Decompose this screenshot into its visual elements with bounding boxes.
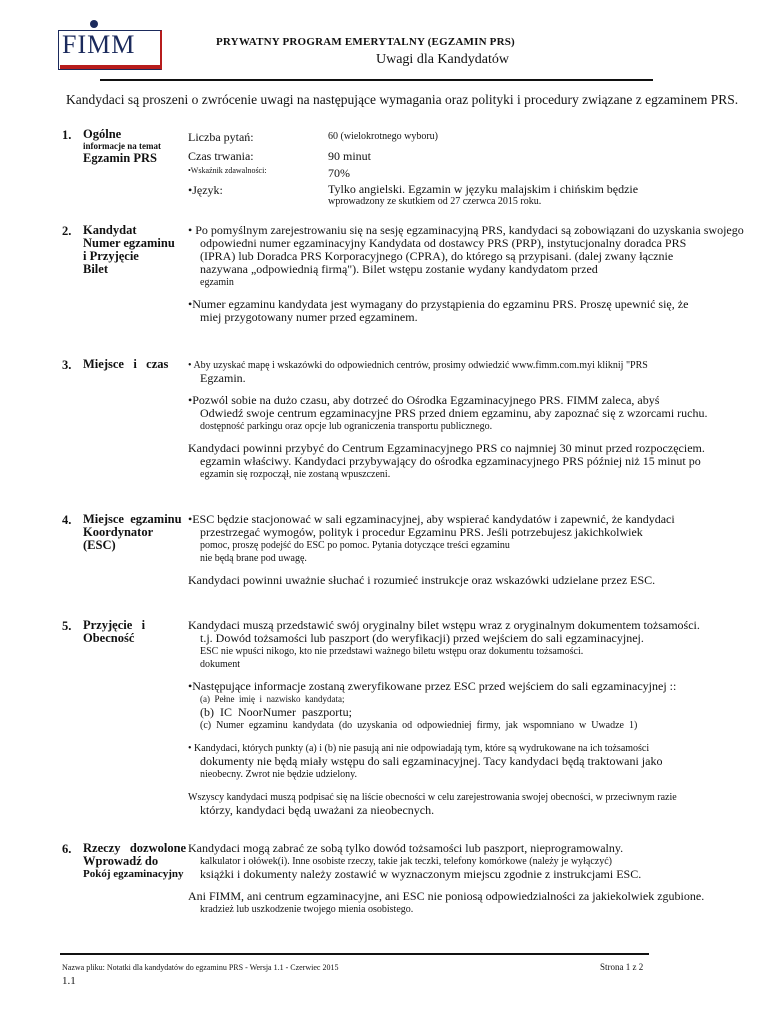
question-count-value: 60 (wielokrotnego wyboru) bbox=[328, 131, 438, 142]
paragraph-line: ESC nie wpuści nikogo, kto nie przedstawi ważnego biletu wstępu oraz dokumentu tożsamości. bbox=[200, 646, 584, 657]
section-title-line: Pokój egzaminacyjny bbox=[83, 868, 184, 880]
paragraph-line: kalkulator i ołówek(i). Inne osobiste rzeczy, takie jak teczki, telefony komórkowe (należy je wyłączyć) bbox=[200, 856, 612, 867]
list-item: (a) Pełne imię i nazwisko kandydata; bbox=[200, 694, 345, 704]
section-title-line: Koordynator (ESC) bbox=[83, 525, 153, 552]
language-value-note: wprowadzony ze skutkiem od 27 czerwca 2015 roku. bbox=[328, 196, 542, 207]
section-title-line: Przyjęcie i bbox=[83, 618, 146, 632]
paragraph-line: kradzież lub uszkodzenie twojego mienia osobistego. bbox=[200, 904, 414, 915]
paragraph-line: Kandydaci mogą zabrać ze sobą tylko dowód tożsamości lub paszport, nieprogramowalny. bbox=[188, 841, 624, 855]
paragraph-line: miej przygotowany numer przed egzaminem. bbox=[200, 310, 418, 324]
paragraph-line: książki i dokumenty należy zostawić w wyznaczonym miejscu zgodnie z instrukcjami ESC. bbox=[200, 867, 642, 881]
paragraph-line: nie będą brane pod uwagę. bbox=[200, 553, 307, 564]
paragraph-line: Ani FIMM, ani centrum egzaminacyjne, ani ESC nie poniosą odpowiedzialności za jakiekolwiek zgubione. bbox=[188, 889, 705, 903]
paragraph-line: egzamin się rozpoczął, nie zostaną wpuszczeni. bbox=[200, 469, 391, 480]
section-title: Miejsce i czas bbox=[83, 357, 169, 371]
pass-rate-label: •Wskaźnik zdawalności: bbox=[188, 166, 267, 175]
section-title-line: informacje na temat bbox=[83, 141, 161, 151]
paragraph-line: • Po pomyślnym zarejestrowaniu się na sesję egzaminacyjną PRS, kandydaci są zobowiązani do uzyskania swojego bbox=[188, 223, 744, 237]
paragraph-line: (IPRA) lub Doradca PRS Korporacyjnego (CPRA), do którego są przypisani. (dalej zwany łącznie bbox=[200, 249, 674, 263]
list-item: (c) Numer egzaminu kandydata (do uzyskania od odpowiedniej firmy, jak wspomniano w Uwadze 1) bbox=[200, 720, 638, 731]
section-title-line: Obecność bbox=[83, 631, 135, 645]
paragraph-line: Kandydaci powinni przybyć do Centrum Egzaminacyjnego PRS co najmniej 30 minut przed rozpoczęciem. bbox=[188, 441, 705, 455]
footer-version: 1.1 bbox=[62, 975, 76, 987]
paragraph-line: odpowiedni numer egzaminacyjny Kandydata od dostawcy PRS (PRP), instytucjonalny doradca PRS bbox=[200, 236, 687, 250]
paragraph-line: nieobecny. Zwrot nie będzie udzielony. bbox=[200, 769, 357, 780]
section-number: 6. bbox=[62, 842, 72, 856]
section-number: 1. bbox=[62, 128, 72, 142]
paragraph-line: •Następujące informacje zostaną zweryfikowane przez ESC przed wejściem do sali egzaminacyjnej :: bbox=[188, 679, 677, 693]
paragraph-line: Egzamin. bbox=[200, 371, 246, 385]
duration-value: 90 minut bbox=[328, 149, 372, 163]
section-body bbox=[188, 513, 744, 596]
question-count-label: Liczba pytań: bbox=[188, 130, 254, 144]
paragraph-line: •Pozwól sobie na dużo czasu, aby dotrzeć do Ośrodka Egzaminacyjnego PRS. FIMM zaleca, abyś bbox=[188, 393, 660, 407]
section-title-line: Bilet bbox=[83, 262, 108, 276]
footer-page-number: Strona 1 z 2 bbox=[600, 962, 644, 972]
pass-rate-value: 70% bbox=[328, 166, 350, 180]
footer-filename: Nazwa pliku: Notatki dla kandydatów do egzaminu PRS - Wersja 1.1 - Czerwiec 2015 bbox=[62, 963, 339, 972]
paragraph-line: Kandydaci muszą przedstawić swój oryginalny bilet wstępu wraz z oryginalnym dokumentem tożsamości. bbox=[188, 618, 700, 632]
section-number: 5. bbox=[62, 619, 72, 633]
section-title bbox=[83, 842, 187, 881]
paragraph-line: Kandydaci powinni uważnie słuchać i rozumieć instrukcje oraz wskazówki udzielane przez ESC. bbox=[188, 573, 656, 587]
section-title-line: Miejsce egzaminu bbox=[83, 512, 182, 526]
header-divider bbox=[100, 79, 653, 81]
section-title bbox=[83, 128, 183, 165]
document-subtitle: Uwagi dla Kandydatów bbox=[376, 52, 509, 67]
section-title bbox=[83, 513, 187, 552]
paragraph-line: • Kandydaci, których punkty (a) i (b) nie pasują ani nie odpowiadają tym, które są wydrukowane na ich tożsamości bbox=[188, 743, 650, 754]
paragraph-line: Odwiedź swoje centrum egzaminacyjne PRS przed dniem egzaminu, aby zapoznać się z wzorcami ruchu. bbox=[200, 406, 708, 420]
paragraph-line: Wszyscy kandydaci muszą podpisać się na liście obecności w celu zarejestrowania swojej obecności, w przeciwnym razie bbox=[188, 792, 677, 803]
paragraph-line: dostępność parkingu oraz opcje lub ograniczenia transportu publicznego. bbox=[200, 421, 493, 432]
logo-dot bbox=[90, 20, 98, 28]
section-body bbox=[188, 358, 744, 490]
section-title-line: i Przyjęcie bbox=[83, 249, 139, 263]
paragraph-line: egzamin bbox=[200, 277, 234, 288]
section-title-line: Rzeczy dozwolone bbox=[83, 841, 187, 855]
paragraph-line: pomoc, proszę podejść do ESC po pomoc. Pytania dotyczące treści egzaminu bbox=[200, 540, 510, 551]
section-title bbox=[83, 619, 183, 645]
section-title-line: Ogólne bbox=[83, 127, 122, 141]
paragraph-line: t.j. Dowód tożsamości lub paszport (do weryfikacji) przed wejściem do sali egzaminacyjnej. bbox=[200, 631, 644, 645]
language-label: •Język: bbox=[188, 183, 223, 197]
language-value: Tylko angielski. Egzamin w języku malajskim i chińskim będzie bbox=[328, 182, 639, 196]
paragraph-line: którzy, kandydaci będą uważani za nieobecnych. bbox=[200, 803, 435, 817]
document-title: PRYWATNY PROGRAM EMERYTALNY (EGZAMIN PRS) bbox=[216, 36, 515, 48]
paragraph-line: dokument bbox=[200, 659, 240, 670]
paragraph-line: • Aby uzyskać mapę i wskazówki do odpowiednich centrów, prosimy odwiedzić www.fimm.com.myi kliknij "PRS bbox=[188, 360, 648, 371]
section-title-line: Numer egzaminu bbox=[83, 236, 175, 250]
fimm-logo bbox=[58, 20, 166, 72]
section-number: 2. bbox=[62, 224, 72, 238]
section-title bbox=[83, 224, 183, 276]
section-title-line: Kandydat bbox=[83, 223, 137, 237]
section-number: 3. bbox=[62, 358, 72, 372]
intro-text: Kandydaci są proszeni o zwrócenie uwagi na następujące wymagania oraz polityki i procedury związane z egzaminem PRS. bbox=[66, 92, 739, 107]
section-title-line: Egzamin PRS bbox=[83, 151, 157, 165]
paragraph-line: egzamin właściwy. Kandydaci przybywający do ośrodka egzaminacyjnego PRS później niż 15 minut po bbox=[200, 454, 701, 468]
paragraph-line: nazywana „odpowiednią firmą"). Bilet wstępu zostanie wydany kandydatom przed bbox=[200, 262, 598, 276]
duration-label: Czas trwania: bbox=[188, 149, 254, 163]
logo-text: FIMM bbox=[62, 30, 136, 59]
logo-tagline-bar bbox=[60, 65, 160, 69]
paragraph-line: •Numer egzaminu kandydata jest wymagany do przystąpienia do egzaminu PRS. Proszę upewnić się, że bbox=[188, 297, 689, 311]
paragraph-line: przestrzegać wymogów, polityk i procedur Egzaminu PRS. Jeśli potrzebujesz jakichkolwiek bbox=[200, 525, 643, 539]
section-body bbox=[188, 619, 744, 826]
section-title-line: Wprowadź do bbox=[83, 854, 159, 868]
section-body bbox=[188, 842, 744, 925]
section-body bbox=[188, 224, 744, 333]
list-item: (b) IC NoorNumer paszportu; bbox=[200, 705, 352, 719]
footer-divider bbox=[60, 953, 649, 955]
section-number: 4. bbox=[62, 513, 72, 527]
paragraph-line: •ESC będzie stacjonować w sali egzaminacyjnej, aby wspierać kandydatów i zapewnić, że kandydaci bbox=[188, 512, 675, 526]
paragraph-line: dokumenty nie będą miały wstępu do sali egzaminacyjnej. Tacy kandydaci będą traktowani jako bbox=[200, 754, 663, 768]
